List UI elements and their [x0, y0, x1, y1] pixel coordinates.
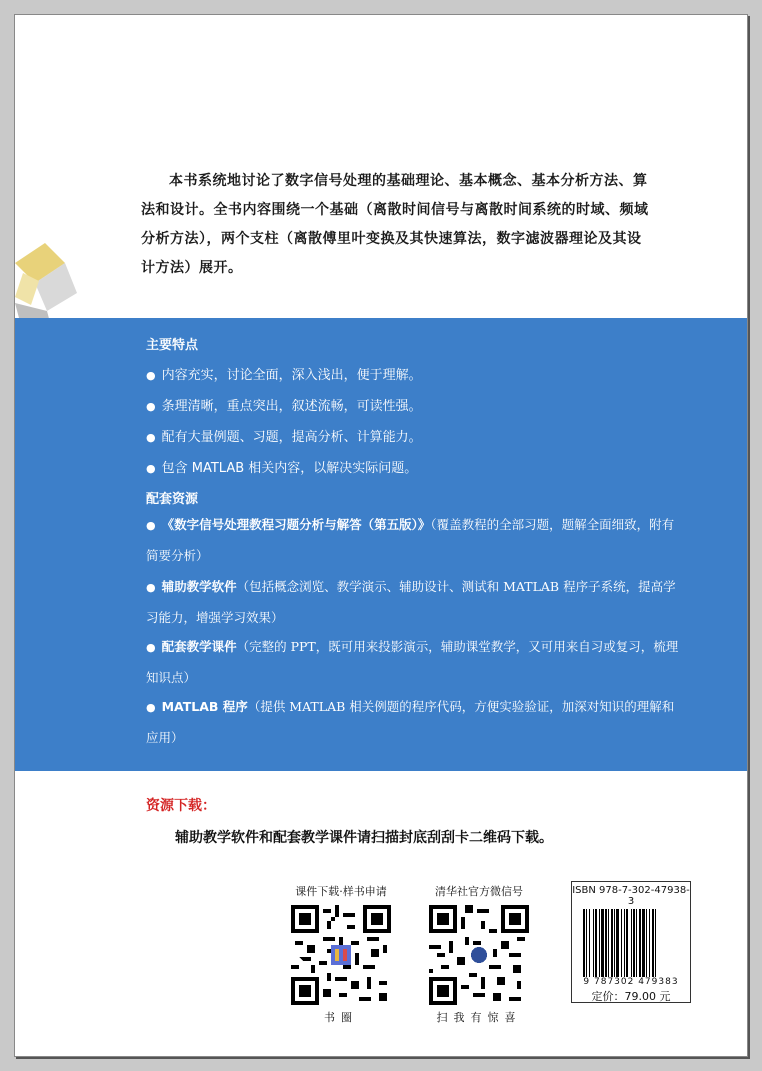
resource-desc: （提供 MATLAB 相关例题的程序代码，方便实验验证，加深对知识的理解和应用）	[146, 699, 675, 745]
qr-code-left	[281, 883, 401, 1025]
barcode-icon	[581, 909, 681, 977]
download-title: 资源下载：	[146, 798, 216, 814]
barcode-bar	[652, 909, 654, 977]
barcode-bar	[595, 909, 597, 977]
resource-desc: （包括概念浏览、教学演示、辅助设计、测试和 MATLAB 程序子系统，提高学习能力，增强学习效果）	[146, 579, 676, 625]
resource-item	[146, 510, 686, 571]
intro-line: 本书系统地讨论了数字信号处理的基础理论、基本概念、基本分析方法、算	[169, 173, 648, 189]
barcode-bar	[599, 909, 600, 977]
barcode-bar	[611, 909, 613, 977]
qr-code-right	[419, 883, 539, 1025]
barcode-bar	[593, 909, 594, 977]
resource-item	[146, 692, 686, 753]
qr-code-icon	[429, 905, 529, 1005]
barcode-bar	[655, 909, 656, 977]
barcode-bar	[626, 909, 628, 977]
download-text: 辅助教学软件和配套教学课件请扫描封底刮刮卡二维码下载。	[175, 830, 553, 846]
barcode-bar	[616, 909, 619, 977]
barcode-digits: 9 787302 479383	[583, 977, 679, 987]
qr-subtitle: 扫我有惊喜	[436, 1011, 522, 1024]
barcode-bar	[624, 909, 625, 977]
barcode-bar	[583, 909, 585, 977]
resource-item	[146, 572, 686, 633]
resource-lead: ● MATLAB 程序	[146, 699, 248, 714]
book-back-cover	[14, 14, 748, 1057]
barcode-bar	[649, 909, 650, 977]
resource-lead: ● 《数字信号处理教程习题分析与解答（第五版）》	[146, 517, 430, 532]
feature-item: ● 配有大量例题、习题，提高分析、计算能力。	[146, 426, 422, 445]
resources-heading: 配套资源	[146, 492, 199, 507]
barcode-bar	[642, 909, 645, 977]
intro-line: 分析方法），两个支柱（离散傅里叶变换及其快速算法，数字滤波器理论及其设	[141, 231, 642, 247]
feature-item: ● 条理清晰，重点突出，叙述流畅，可读性强。	[146, 395, 422, 414]
qr-caption: 清华社官方微信号	[435, 885, 523, 898]
barcode-bar	[621, 909, 622, 977]
resource-desc: （覆盖教程的全部习题，题解全面细致，附有简要分析）	[146, 517, 675, 563]
intro-line: 计方法）展开。	[141, 260, 243, 276]
barcode-bar	[636, 909, 637, 977]
barcode-bar	[601, 909, 604, 977]
barcode-bar	[589, 909, 590, 977]
book-description	[141, 167, 701, 283]
resource-lead: ● 辅助教学软件	[146, 579, 237, 594]
barcode-bar	[639, 909, 641, 977]
qr-code-icon	[291, 905, 391, 1005]
qr-caption: 课件下载·样书申请	[295, 885, 387, 898]
barcode-bar	[605, 909, 607, 977]
features-heading: 主要特点	[146, 338, 199, 353]
intro-line: 法和设计。全书内容围绕一个基础（离散时间信号与离散时间系统的时域、频域	[141, 202, 649, 218]
blue-info-band	[15, 318, 747, 771]
isbn-text: ISBN 978-7-302-47938-3	[572, 885, 690, 907]
barcode-bar	[631, 909, 632, 977]
barcode-bar	[633, 909, 635, 977]
resource-item	[146, 632, 686, 693]
feature-item: ● 内容充实，讨论全面，深入浅出，便于理解。	[146, 364, 422, 383]
barcode-bar	[586, 909, 587, 977]
price-label: 定价：79.00 元	[591, 990, 671, 1003]
resource-desc: （完整的 PPT，既可用来投影演示，辅助课堂教学，又可用来自习或复习，梳理知识点）	[146, 639, 679, 685]
barcode-bar	[646, 909, 647, 977]
qr-subtitle: 书圈	[324, 1011, 358, 1024]
barcode-bar	[614, 909, 615, 977]
isbn-barcode	[571, 881, 691, 1003]
resource-lead: ● 配套教学课件	[146, 639, 237, 654]
feature-item: ● 包含 MATLAB 相关内容，以解决实际问题。	[146, 457, 417, 476]
barcode-bar	[608, 909, 609, 977]
